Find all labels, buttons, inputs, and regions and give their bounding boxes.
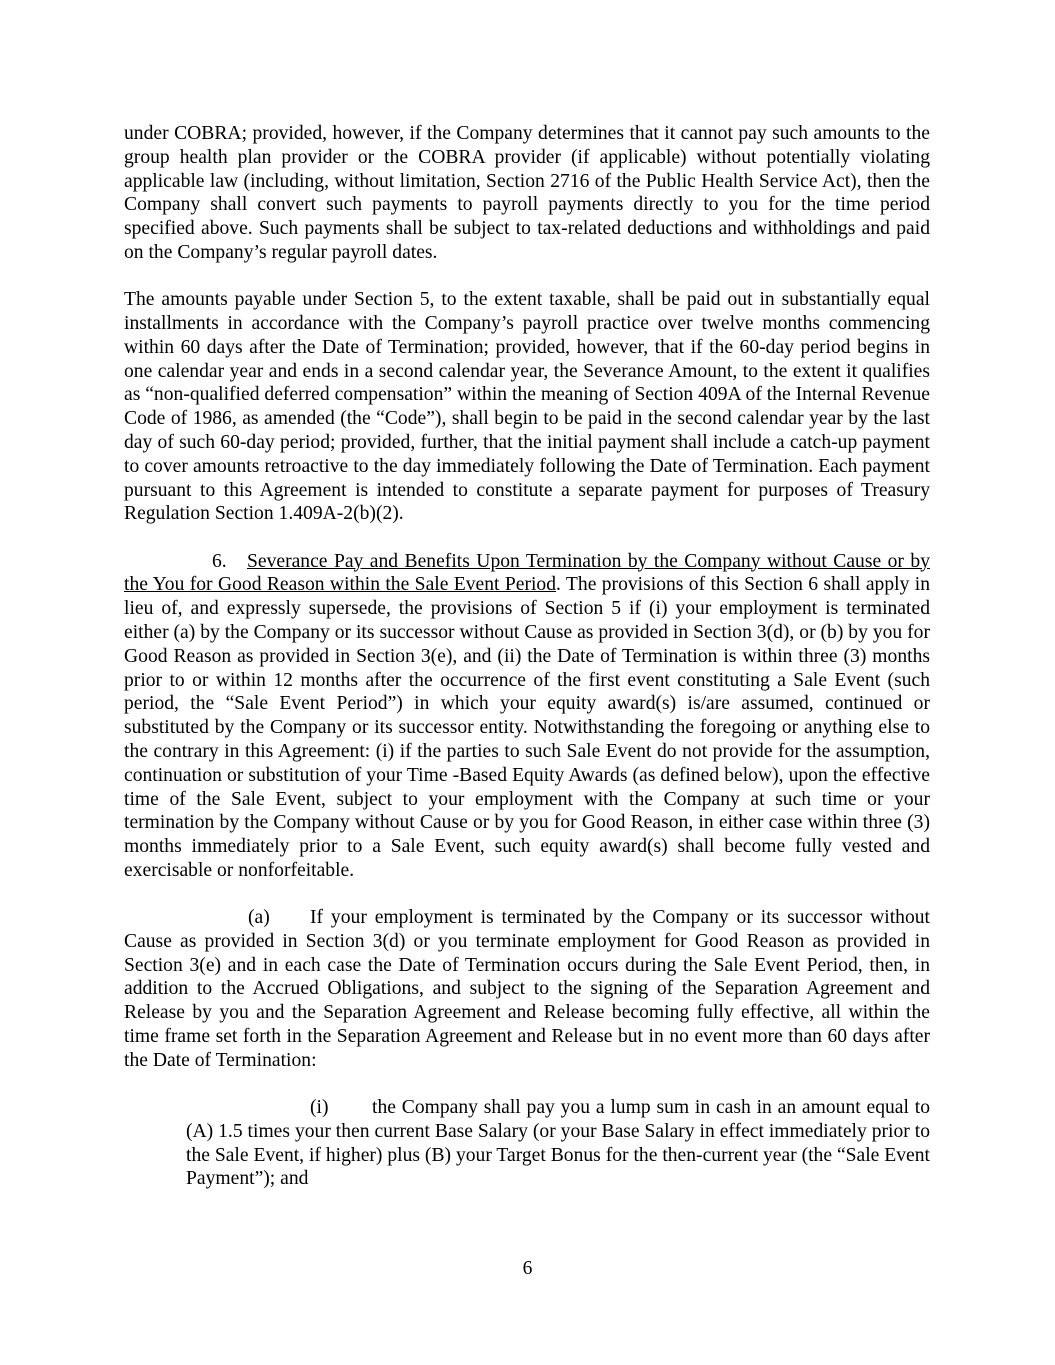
section-6-number: 6. xyxy=(212,550,227,572)
subsection-a xyxy=(124,906,930,1073)
section-6 xyxy=(124,550,930,883)
subsection-a-text: If your employment is terminated by the Company or its successor without Cause as provided in Section 3(d) or you terminate employment for Good Reason as provided in Section 3(e) and in each case the Date of Termination occurs during the Sale Event Period, then, in addition to the Accrued Obligations, and subject to the signing of the Separation Agreement and Release by you and the Separation Agreement and Release becoming fully effective, all within the time frame set forth in the Separation Agreement and Release but in no event more than 60 days after the Date of Termination: xyxy=(124,907,930,1071)
subsection-a-label: (a) xyxy=(248,907,270,929)
document-page xyxy=(124,122,930,1215)
paragraph-cobra: under COBRA; provided, however, if the Company determines that it cannot pay such amounts to the group health plan provider or the COBRA provider (if applicable) without potentially violating applicable law (including, without limitation, Section 2716 of the Public Health Service Act), then the Company shall convert such payments to payroll payments directly to you for the time period specified above. Such payments shall be subject to tax-related deductions and withholdings and paid on the Company’s regular payroll dates. xyxy=(124,123,930,263)
subsection-i xyxy=(186,1096,930,1191)
subsection-i-text: the Company shall pay you a lump sum in cash in an amount equal to (A) 1.5 times your then current Base Salary (or your Base Salary in effect immediately prior to the Sale Event, if higher) plus (B) your Target Bonus for the then-current year (the “Sale Event Payment”); and xyxy=(186,1097,930,1190)
page-number: 6 xyxy=(522,1258,533,1279)
subsection-i-label: (i) xyxy=(310,1097,329,1119)
paragraph-section-5-payments: The amounts payable under Section 5, to the extent taxable, shall be paid out in substantially equal installments in accordance with the Company’s payroll practice over twelve months commencing within 60 days after the Date of Termination; provided, however, that if the 60-day period begins in one calendar year and ends in a second calendar year, the Severance Amount, to the extent it qualifies as “non-qualified deferred compensation” within the meaning of Section 409A of the Internal Revenue Code of 1986, as amended (the “Code”), shall begin to be paid in the second calendar year by the last day of such 60-day period; provided, further, that the initial payment shall include a catch-up payment to cover amounts retroactive to the day immediately following the Date of Termination. Each payment pursuant to this Agreement is intended to constitute a separate payment for purposes of Treasury Regulation Section 1.409A-2(b)(2). xyxy=(124,289,930,525)
section-6-heading: Severance Pay and Benefits Upon Termination by the Company without Cause or by the You for Good Reason within the Sale Event Period xyxy=(124,550,930,596)
section-6-body: . The provisions of this Section 6 shall apply in lieu of, and expressly supersede, the provisions of Section 5 if (i) your employment is terminated either (a) by the Company or its successor without Cause as provided in Section 3(d), or (b) by you for Good Reason as provided in Section 3(e), and (ii) the Date of Termination is within three (3) months prior to or within 12 months after the occurrence of the first event constituting a Sale Event (such period, the “Sale Event Period”) in which your equity award(s) is/are assumed, continued or substituted by the Company or its successor entity. Notwithstanding the foregoing or anything else to the contrary in this Agreement: (i) if the parties to such Sale Event do not provide for the assumption, continuation or substitution of your Time -Based Equity Awards (as defined below), upon the effective time of the Sale Event, subject to your employment with the Company at such time or your termination by the Company without Cause or by you for Good Reason, in either case within three (3) months immediately prior to a Sale Event, such equity award(s) shall become fully vested and exercisable or nonforfeitable. xyxy=(124,574,930,881)
